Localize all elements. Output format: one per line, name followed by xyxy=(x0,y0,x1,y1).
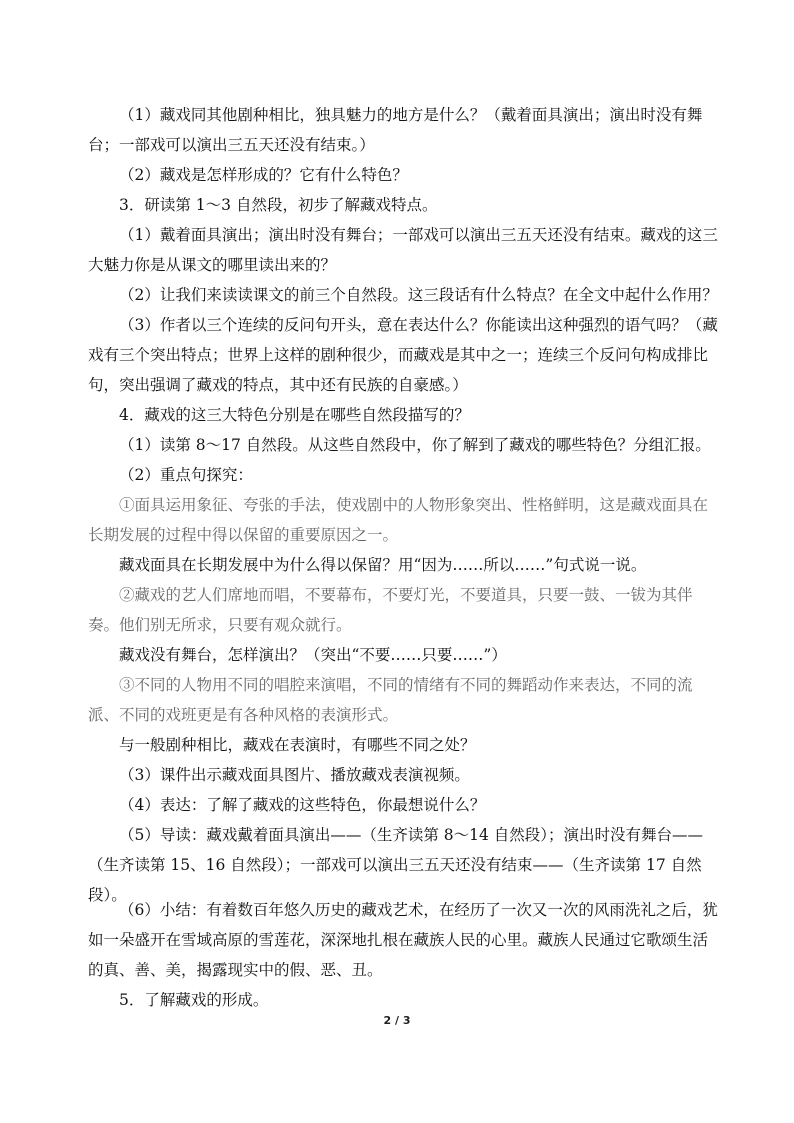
key-sentence-1: ①面具运用象征、夸张的手法，使戏剧中的人物形象突出、性格鲜明，这是藏戏面具在长期发展的过程中得以保留的重要原因之一。 xyxy=(88,496,709,544)
key-sentence-2: ②藏戏的艺人们席地而唱，不要幕布，不要灯光，不要道具，只要一鼓、一钹为其伴奏。他们别无所求，只要有观众就行。 xyxy=(88,586,693,634)
key-sentence-3: ③不同的人物用不同的唱腔来演唱，不同的情绪有不同的舞蹈动作来表达，不同的流派、不同的戏班更是有各种风格的表演形式。 xyxy=(88,676,693,724)
paragraph-4-3: （3）课件出示藏戏面具图片、播放藏戏表演视频。 xyxy=(119,766,470,784)
section-heading-3: 3．研读第 1～3 自然段，初步了解藏戏特点。 xyxy=(119,196,438,214)
paragraph-q1: （1）藏戏同其他剧种相比，独具魅力的地方是什么？（戴着面具演出；演出时没有舞台；一部戏可以演出三五天还没有结束。） xyxy=(88,106,703,154)
question-3: 与一般剧种相比，藏戏在表演时，有哪些不同之处？ xyxy=(119,736,476,754)
paragraph-4-5: （5）导读：藏戏戴着面具演出——（生齐读第 8～14 自然段）；演出时没有舞台——（生齐读第 15、16 自然段）；一部戏可以演出三五天还没有结束——（生齐读第 17 自然段）。 xyxy=(88,826,704,904)
paragraph-4-6: （6）小结：有着数百年悠久历史的藏戏艺术，在经历了一次又一次的风雨洗礼之后，犹如一朵盛开在雪域高原的雪莲花，深深地扎根在藏族人民的心里。藏族人民通过它歌颂生活的真、善、美，揭露现实中的假、恶、丑。 xyxy=(88,901,718,979)
paragraph-3-2: （2）让我们来读读课文的前三个自然段。这三段话有什么特点？在全文中起什么作用？ xyxy=(119,286,718,304)
paragraph-4-4: （4）表达：了解了藏戏的这些特色，你最想说什么？ xyxy=(119,796,486,814)
page-number: 2 / 3 xyxy=(383,1014,411,1027)
section-heading-4: 4．藏戏的这三大特色分别是在哪些自然段描写的？ xyxy=(119,406,470,424)
question-2: 藏戏没有舞台，怎样演出？（突出“不要……只要……”） xyxy=(119,646,507,664)
paragraph-4-2: （2）重点句探究： xyxy=(119,466,253,484)
paragraph-4-1: （1）读第 8～17 自然段。从这些自然段中，你了解到了藏戏的哪些特色？分组汇报。 xyxy=(119,436,711,454)
paragraph-3-1: （1）戴着面具演出；演出时没有舞台；一部戏可以演出三五天还没有结束。藏戏的这三大魅力你是从课文的哪里读出来的？ xyxy=(88,226,718,274)
question-1: 藏戏面具在长期发展中为什么得以保留？用“因为……所以……”句式说一说。 xyxy=(119,556,647,574)
paragraph-3-3: （3）作者以三个连续的反问句开头，意在表达什么？你能读出这种强烈的语气吗？（藏戏有三个突出特点；世界上这样的剧种很少，而藏戏是其中之一；连续三个反问句构成排比句，突出强调了藏戏的特点，其中还有民族的自豪感。） xyxy=(88,316,718,394)
paragraph-q2: （2）藏戏是怎样形成的？它有什么特色？ xyxy=(119,166,408,184)
section-heading-5: 5．了解藏戏的形成。 xyxy=(119,991,269,1009)
